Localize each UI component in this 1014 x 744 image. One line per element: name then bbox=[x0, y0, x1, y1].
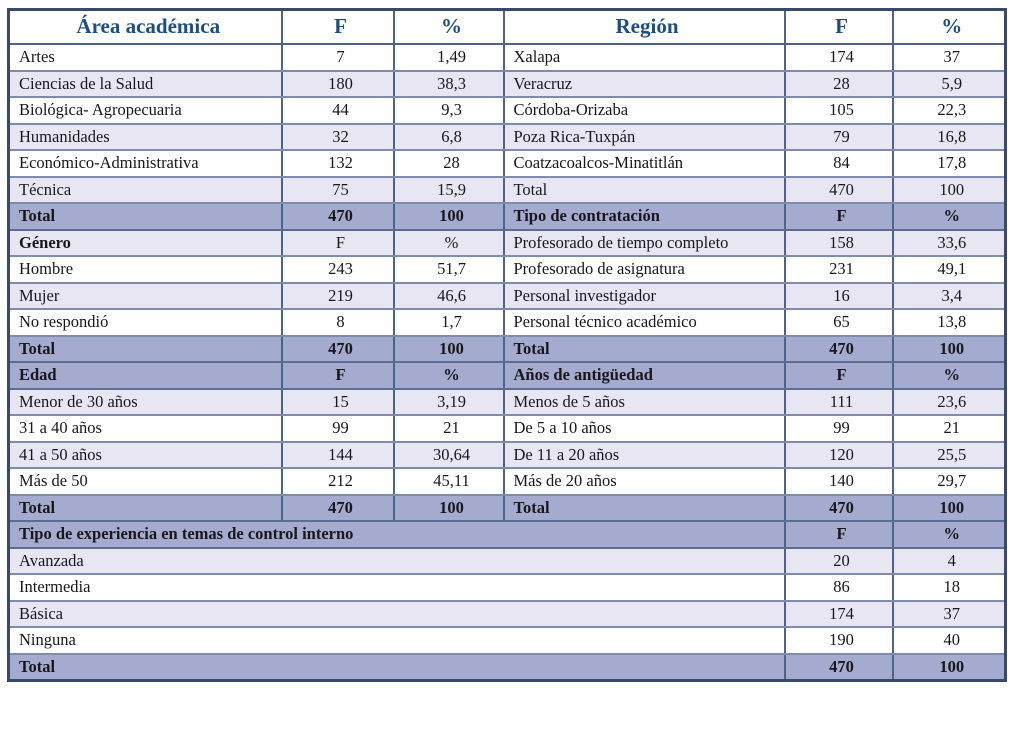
cell-frequency: F bbox=[785, 521, 893, 548]
cell-percent: 9,3 bbox=[394, 97, 504, 124]
cell-percent: 3,19 bbox=[394, 389, 504, 416]
cell-frequency: 219 bbox=[282, 283, 394, 310]
cell-label: Humanidades bbox=[9, 124, 282, 151]
cell-percent: % bbox=[893, 362, 1006, 389]
cell-label: Profesorado de tiempo completo bbox=[504, 230, 785, 257]
cell-frequency: 180 bbox=[282, 71, 394, 98]
cell-label: Coatzacoalcos-Minatitlán bbox=[504, 150, 785, 177]
cell-percent: % bbox=[893, 521, 1006, 548]
cell-frequency: 132 bbox=[282, 150, 394, 177]
cell-frequency: 190 bbox=[785, 627, 893, 654]
cell-frequency: 7 bbox=[282, 44, 394, 71]
cell-frequency: 16 bbox=[785, 283, 893, 310]
cell-frequency: 158 bbox=[785, 230, 893, 257]
cell-label: Género bbox=[9, 230, 282, 257]
cell-frequency: 470 bbox=[282, 203, 394, 230]
cell-frequency: 111 bbox=[785, 389, 893, 416]
cell-label: Total bbox=[9, 495, 282, 522]
cell-label: Total bbox=[9, 203, 282, 230]
cell-percent: 49,1 bbox=[893, 256, 1006, 283]
cell-label: Menor de 30 años bbox=[9, 389, 282, 416]
cell-label: 31 a 40 años bbox=[9, 415, 282, 442]
cell-label: De 11 a 20 años bbox=[504, 442, 785, 469]
cell-percent: 30,64 bbox=[394, 442, 504, 469]
table-row bbox=[9, 336, 1006, 363]
cell-frequency: 140 bbox=[785, 468, 893, 495]
cell-percent: 15,9 bbox=[394, 177, 504, 204]
cell-frequency: 99 bbox=[785, 415, 893, 442]
cell-frequency: 8 bbox=[282, 309, 394, 336]
cell-frequency: 75 bbox=[282, 177, 394, 204]
table-row bbox=[9, 97, 1006, 124]
cell-label: Veracruz bbox=[504, 71, 785, 98]
table-row bbox=[9, 44, 1006, 71]
cell-frequency: 470 bbox=[282, 495, 394, 522]
cell-percent: 46,6 bbox=[394, 283, 504, 310]
table-row bbox=[9, 601, 1006, 628]
cell-percent: 5,9 bbox=[893, 71, 1006, 98]
cell-percent: 100 bbox=[394, 495, 504, 522]
table-row bbox=[9, 442, 1006, 469]
cell-frequency: F bbox=[785, 362, 893, 389]
cell-frequency: 470 bbox=[785, 495, 893, 522]
cell-label: Ciencias de la Salud bbox=[9, 71, 282, 98]
cell-label: Total bbox=[504, 177, 785, 204]
cell-label: Ninguna bbox=[9, 627, 785, 654]
cell-label: Total bbox=[504, 495, 785, 522]
cell-frequency: 470 bbox=[282, 336, 394, 363]
cell-label: Profesorado de asignatura bbox=[504, 256, 785, 283]
column-header-label: Región bbox=[504, 10, 785, 45]
table-row bbox=[9, 124, 1006, 151]
cell-frequency: 20 bbox=[785, 548, 893, 575]
cell-label: Total bbox=[9, 336, 282, 363]
table-row bbox=[9, 548, 1006, 575]
cell-frequency: 174 bbox=[785, 44, 893, 71]
cell-label: Técnica bbox=[9, 177, 282, 204]
cell-label: No respondió bbox=[9, 309, 282, 336]
demographics-table-body bbox=[9, 10, 1006, 681]
column-header-percent: % bbox=[394, 10, 504, 45]
table-row bbox=[9, 309, 1006, 336]
cell-percent: % bbox=[394, 362, 504, 389]
cell-frequency: 99 bbox=[282, 415, 394, 442]
cell-percent: 25,5 bbox=[893, 442, 1006, 469]
cell-frequency: F bbox=[282, 230, 394, 257]
cell-frequency: 470 bbox=[785, 177, 893, 204]
cell-percent: 100 bbox=[893, 336, 1006, 363]
cell-label: Años de antigüedad bbox=[504, 362, 785, 389]
table-row bbox=[9, 256, 1006, 283]
cell-label: De 5 a 10 años bbox=[504, 415, 785, 442]
cell-frequency: F bbox=[785, 203, 893, 230]
table-row bbox=[9, 627, 1006, 654]
cell-label: Personal técnico académico bbox=[504, 309, 785, 336]
cell-frequency: 174 bbox=[785, 601, 893, 628]
cell-label: Poza Rica-Tuxpán bbox=[504, 124, 785, 151]
cell-frequency: 231 bbox=[785, 256, 893, 283]
cell-percent: 37 bbox=[893, 44, 1006, 71]
cell-percent: 28 bbox=[394, 150, 504, 177]
table-row bbox=[9, 415, 1006, 442]
cell-percent: 17,8 bbox=[893, 150, 1006, 177]
table-row bbox=[9, 362, 1006, 389]
cell-percent: 100 bbox=[893, 495, 1006, 522]
cell-percent: 45,11 bbox=[394, 468, 504, 495]
cell-frequency: F bbox=[282, 362, 394, 389]
column-header-percent: % bbox=[893, 10, 1006, 45]
cell-label: Tipo de contratación bbox=[504, 203, 785, 230]
cell-label: Menos de 5 años bbox=[504, 389, 785, 416]
cell-label: Total bbox=[9, 654, 785, 681]
cell-label: Total bbox=[504, 336, 785, 363]
cell-percent: 23,6 bbox=[893, 389, 1006, 416]
cell-frequency: 470 bbox=[785, 654, 893, 681]
cell-frequency: 243 bbox=[282, 256, 394, 283]
cell-label: Biológica- Agropecuaria bbox=[9, 97, 282, 124]
cell-frequency: 65 bbox=[785, 309, 893, 336]
table-row bbox=[9, 654, 1006, 681]
cell-frequency: 144 bbox=[282, 442, 394, 469]
cell-percent: 1,49 bbox=[394, 44, 504, 71]
cell-label: Básica bbox=[9, 601, 785, 628]
cell-percent: 21 bbox=[893, 415, 1006, 442]
cell-frequency: 212 bbox=[282, 468, 394, 495]
cell-percent: 100 bbox=[394, 203, 504, 230]
table-row bbox=[9, 150, 1006, 177]
cell-percent: 33,6 bbox=[893, 230, 1006, 257]
table-row bbox=[9, 10, 1006, 45]
table-row bbox=[9, 230, 1006, 257]
cell-label: Mujer bbox=[9, 283, 282, 310]
cell-percent: % bbox=[394, 230, 504, 257]
table-row bbox=[9, 574, 1006, 601]
cell-percent: 40 bbox=[893, 627, 1006, 654]
cell-percent: 22,3 bbox=[893, 97, 1006, 124]
cell-label: 41 a 50 años bbox=[9, 442, 282, 469]
cell-percent: 37 bbox=[893, 601, 1006, 628]
cell-label: Más de 20 años bbox=[504, 468, 785, 495]
cell-percent: 3,4 bbox=[893, 283, 1006, 310]
column-header-frequency: F bbox=[282, 10, 394, 45]
table-row bbox=[9, 521, 1006, 548]
cell-label: Tipo de experiencia en temas de control interno bbox=[9, 521, 785, 548]
cell-label: Intermedia bbox=[9, 574, 785, 601]
table-row bbox=[9, 389, 1006, 416]
cell-percent: 16,8 bbox=[893, 124, 1006, 151]
table-row bbox=[9, 468, 1006, 495]
cell-frequency: 44 bbox=[282, 97, 394, 124]
cell-percent: 4 bbox=[893, 548, 1006, 575]
cell-percent: 100 bbox=[893, 654, 1006, 681]
cell-frequency: 84 bbox=[785, 150, 893, 177]
cell-label: Córdoba-Orizaba bbox=[504, 97, 785, 124]
cell-frequency: 105 bbox=[785, 97, 893, 124]
cell-frequency: 15 bbox=[282, 389, 394, 416]
cell-label: Más de 50 bbox=[9, 468, 282, 495]
cell-percent: 18 bbox=[893, 574, 1006, 601]
cell-frequency: 120 bbox=[785, 442, 893, 469]
table-row bbox=[9, 495, 1006, 522]
cell-label: Hombre bbox=[9, 256, 282, 283]
cell-percent: 29,7 bbox=[893, 468, 1006, 495]
cell-percent: 38,3 bbox=[394, 71, 504, 98]
cell-label: Personal investigador bbox=[504, 283, 785, 310]
cell-label: Avanzada bbox=[9, 548, 785, 575]
column-header-label: Área académica bbox=[9, 10, 282, 45]
cell-frequency: 28 bbox=[785, 71, 893, 98]
column-header-frequency: F bbox=[785, 10, 893, 45]
cell-label: Económico-Administrativa bbox=[9, 150, 282, 177]
table-row bbox=[9, 177, 1006, 204]
cell-percent: 21 bbox=[394, 415, 504, 442]
table-row bbox=[9, 283, 1006, 310]
cell-percent: 6,8 bbox=[394, 124, 504, 151]
cell-percent: 100 bbox=[893, 177, 1006, 204]
cell-percent: 13,8 bbox=[893, 309, 1006, 336]
cell-frequency: 86 bbox=[785, 574, 893, 601]
cell-label: Artes bbox=[9, 44, 282, 71]
cell-frequency: 32 bbox=[282, 124, 394, 151]
table-row bbox=[9, 203, 1006, 230]
cell-percent: 1,7 bbox=[394, 309, 504, 336]
demographic-table bbox=[7, 8, 1007, 682]
cell-frequency: 470 bbox=[785, 336, 893, 363]
cell-percent: 51,7 bbox=[394, 256, 504, 283]
table-row bbox=[9, 71, 1006, 98]
cell-label: Xalapa bbox=[504, 44, 785, 71]
cell-percent: % bbox=[893, 203, 1006, 230]
cell-label: Edad bbox=[9, 362, 282, 389]
cell-frequency: 79 bbox=[785, 124, 893, 151]
cell-percent: 100 bbox=[394, 336, 504, 363]
